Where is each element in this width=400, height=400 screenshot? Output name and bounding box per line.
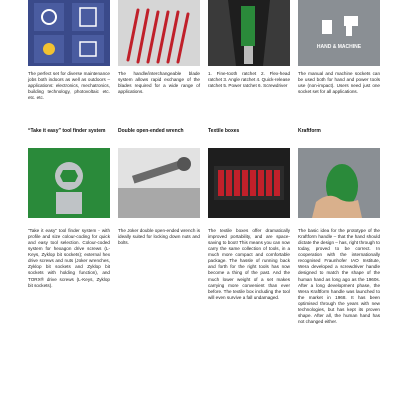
photo-ratchets: [208, 0, 290, 66]
sockets-description: The manual and machine sockets can be used both for hand and power tools use (non-impact). Users need just one socket set for all applications.: [298, 71, 380, 95]
photo-application-icons: [28, 0, 110, 66]
photo-interchangeable-blades: [118, 0, 200, 66]
kraftform-heading: Kraftform: [298, 128, 321, 134]
photo-tool-finder: [28, 148, 110, 218]
tool-finder-description: “Take it easy” tool finder system - with profile and size colour-coding for quick and easy tool selection. Colour-coded system for hexagon drive screws (L-Keys, Zyklop bit sockets); external hex drive screws and nuts (Joker wrenches, Zyklop bit sockets and Zyklop bit sockets with holding function), and TORX® drive screws (L-Keys, Zyklop bit sockets).: [28, 228, 110, 288]
wrench-heading: Double open-ended wrench: [118, 128, 184, 134]
wrench-description: The Joker double open-ended wrench is ideally suited for locking down nuts and bolts.: [118, 228, 200, 246]
photo-double-wrench: [118, 148, 200, 218]
tool-finder-heading: “Take it easy” tool finder system: [28, 128, 106, 134]
ratchet-list: 1. Fine-tooth ratchet 2. Flex-head ratchet 3. Angle ratchet 4. Quick-release ratchet 5. Power ratchet 6. Screwdriver: [208, 71, 290, 89]
textile-boxes-description: The textile boxes offer dramatically improved portability, and are space-saving to boot! This means you can now carry the same collection of tools, in a much more compact and comfortable package. The hassle of running back and forth for the right tools has now become a thing of the past. And the much lower weight of a set makes carrying more convenient than ever before. The textile box including the tool will even survive a fall undamaged.: [208, 228, 290, 300]
blade-system-description: The handle/interchangeable blade system allows rapid exchange of the blades required for a wide range of applications.: [118, 71, 200, 95]
set-description: The perfect set for diverse maintenance jobs both indoors as well as outdoors – applications: electronics, mechatronics, building technology, photovoltaic etc. etc. etc.: [28, 71, 110, 101]
hand-machine-badge: HAND & MACHINE: [316, 44, 362, 50]
photo-kraftform-handle: [298, 148, 380, 218]
photo-textile-box: [208, 148, 290, 218]
textile-boxes-heading: Textile boxes: [208, 128, 240, 134]
photo-hand-machine: [298, 0, 380, 66]
kraftform-description: The basic idea for the prototype of the Kraftform handle – that the hand should dictate the design – has, right through to today, proved to be correct. In cooperation with the internationally recognised Fraunhofer IAO Institute, Wera developed a screwdriver handle designed to match the shape of the human hand as long ago as the 1960s. After a long development phase, the Wera Kraftform handle was launched to the market in 1968. It has been optimised through the years with new technologies, but has kept its proven shape. After all, the human hand has not changed either.: [298, 228, 380, 324]
